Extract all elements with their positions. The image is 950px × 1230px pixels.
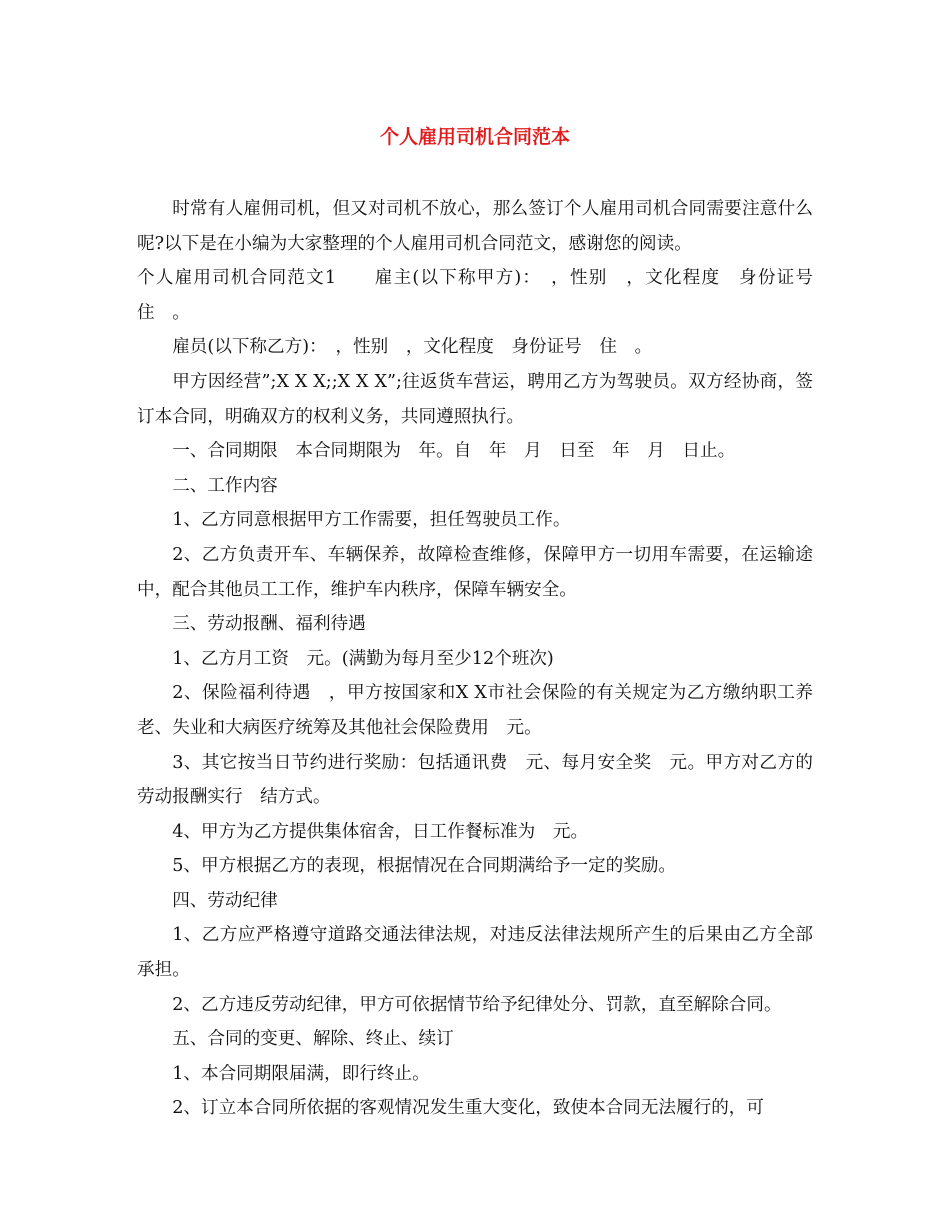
paragraph-work-2: 2、乙方负责开车、车辆保养，故障检查维修，保障甲方一切用车需要，在运输途中，配合其他员工工作，维护车内秩序，保障车辆安全。 [137, 544, 813, 600]
section-heading-discipline: 四、劳动纪律 [172, 890, 278, 911]
paragraph-pay-2: 2、保险福利待遇 ，甲方按国家和X X市社会保险的有关规定为乙方缴纳职工养老、失业和大病医疗统筹及其他社会保险费用 元。 [137, 683, 813, 738]
paragraph-pay-3: 3、其它按当日节约进行奖励：包括通讯费 元、每月安全奖 元。甲方对乙方的劳动报酬实行 结方式。 [137, 752, 813, 808]
paragraph-pay-1: 1、乙方月工资 元。(满勤为每月至少12个班次) [172, 648, 554, 669]
paragraph-employee: 雇员(以下称乙方)： ，性别 ，文化程度 身份证号 住 。 [172, 337, 653, 358]
document-title: 个人雇用司机合同范本 [379, 126, 570, 148]
paragraph-pay-5: 5、甲方根据乙方的表现，根据情况在合同期满给予一定的奖励。 [172, 856, 677, 877]
paragraph-contract-heading-employer: 个人雇用司机合同范文1 雇主(以下称甲方)： ，性别 ，文化程度 身份证号 住 。 [137, 268, 831, 323]
paragraph-changes-1: 1、本合同期限届满，即行终止。 [172, 1063, 430, 1084]
document-body [137, 192, 831, 1126]
paragraph-discipline-1: 1、乙方应严格遵守道路交通法律法规，对违反法律法规所产生的后果由乙方全部承担。 [137, 925, 813, 981]
section-heading-changes: 五、合同的变更、解除、终止、续订 [172, 1029, 454, 1050]
paragraph-changes-2: 2、订立本合同所依据的客观情况发生重大变化，致使本合同无法履行的，可 [172, 1098, 764, 1119]
paragraph-term: 一、合同期限 本合同期限为 年。自 年 月 日至 年 月 日止。 [172, 441, 736, 462]
paragraph-discipline-2: 2、乙方违反劳动纪律，甲方可依据情节给予纪律处分、罚款，直至解除合同。 [172, 994, 782, 1015]
paragraph-intro: 时常有人雇佣司机，但又对司机不放心，那么签订个人雇用司机合同需要注意什么呢?以下是在小编为大家整理的个人雇用司机合同范文，感谢您的阅读。 [137, 199, 813, 254]
paragraph-pay-4: 4、甲方为乙方提供集体宿舍，日工作餐标准为 元。 [172, 821, 589, 842]
section-heading-pay: 三、劳动报酬、福利待遇 [172, 614, 366, 635]
paragraph-purpose: 甲方因经营”;X X X;;X X X”;往返货车营运，聘用乙方为驾驶员。双方经协商，签订本合同，明确双方的权利义务，共同遵照执行。 [137, 371, 813, 427]
paragraph-work-1: 1、乙方同意根据甲方工作需要，担任驾驶员工作。 [172, 510, 571, 531]
section-heading-work: 二、工作内容 [172, 475, 278, 496]
